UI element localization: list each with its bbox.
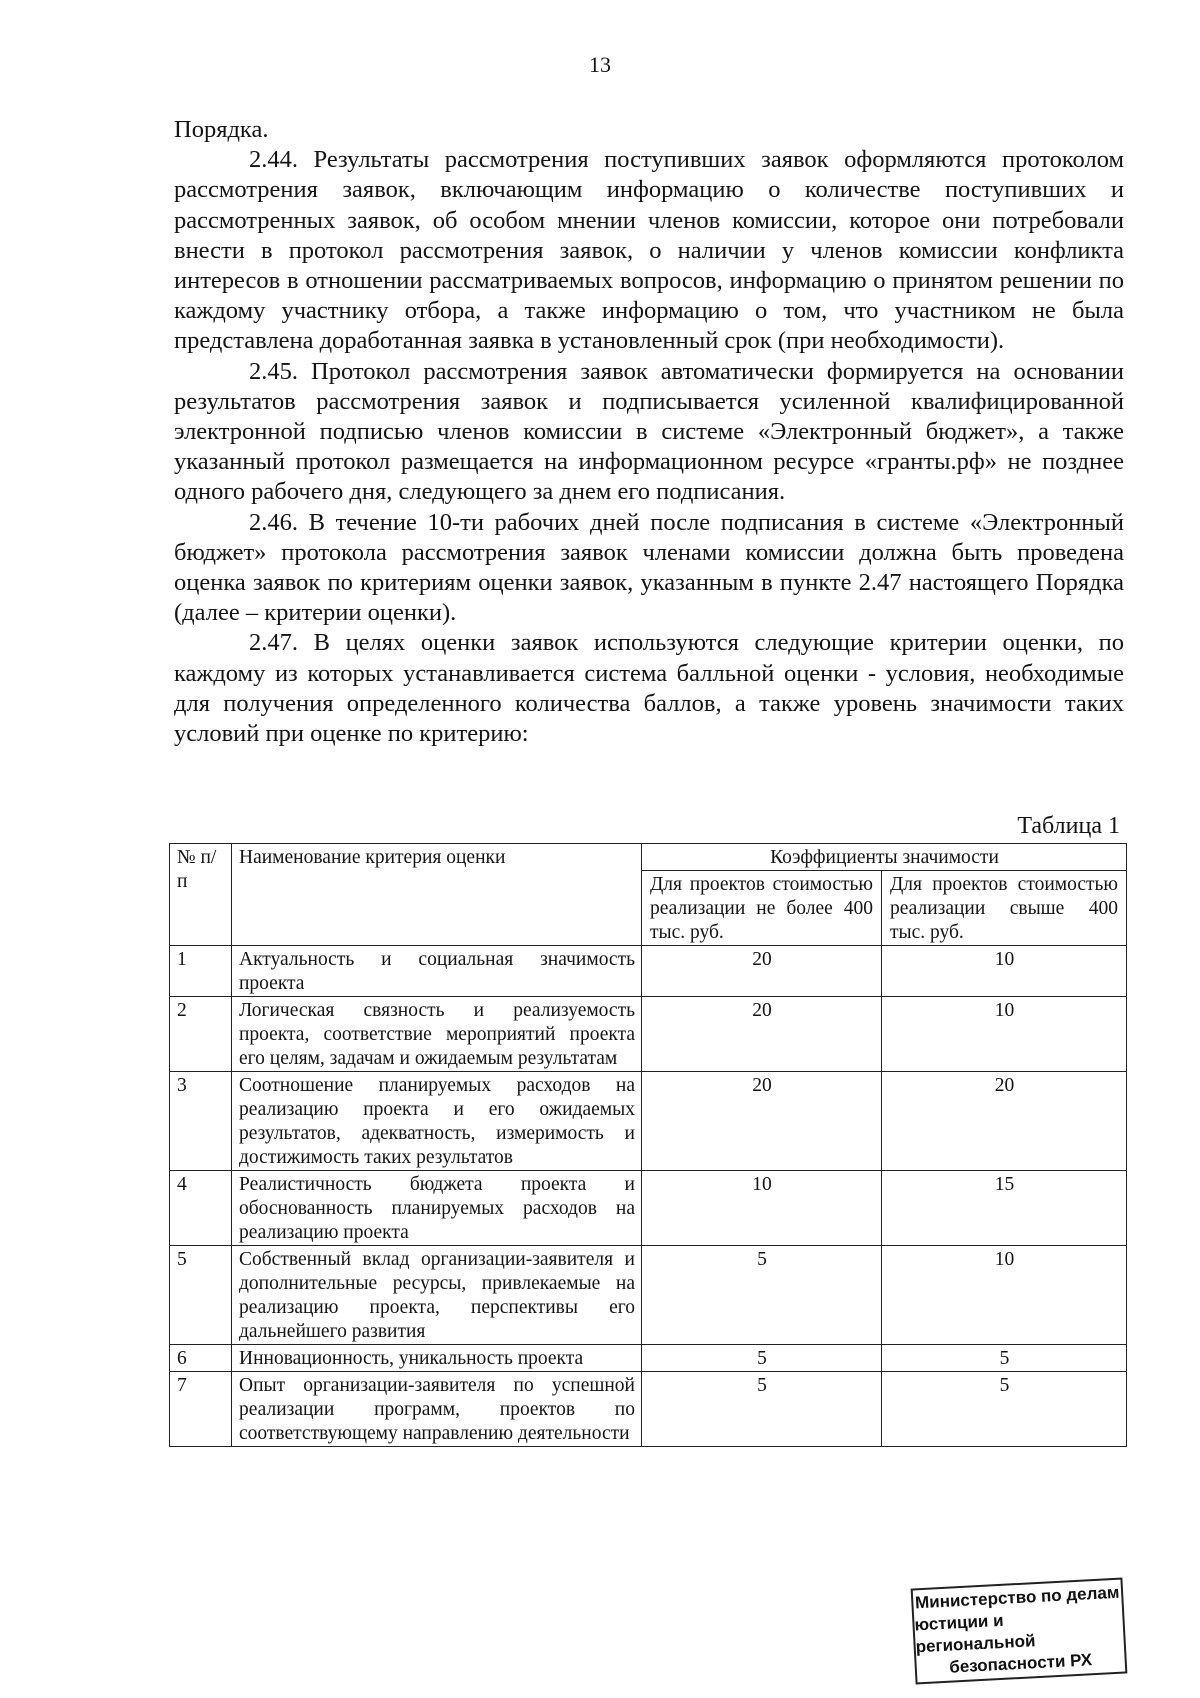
table-row (170, 1372, 1127, 1447)
coef-over-400: 10 (882, 997, 1127, 1072)
row-number: 1 (170, 946, 232, 997)
paragraph-2-46: 2.46. В течение 10-ти рабочих дней после подписания в системе «Электронный бюджет» протокола рассмотрения заявок членами комиссии должна быть проведена оценка заявок по критериям оценки заявок, указанным в пункте 2.47 настоящего Порядка (далее – критерии оценки). (174, 508, 1124, 627)
header-number: № п/п (170, 844, 232, 946)
coef-over-400: 5 (882, 1345, 1127, 1372)
coef-up-to-400: 5 (642, 1372, 882, 1447)
row-number: 7 (170, 1372, 232, 1447)
header-coefficients: Коэффициенты значимости (642, 844, 1127, 871)
header-col-up-to-400: Для проектов стоимостью реализации не более 400 тыс. руб. (642, 871, 882, 946)
coef-up-to-400: 10 (642, 1171, 882, 1246)
stamp-line-2: юстиции и региональной (914, 1610, 1036, 1657)
table-caption: Таблица 1 (1017, 813, 1120, 839)
table-row (170, 1345, 1127, 1372)
criterion-name: Собственный вклад организации-заявителя и дополнительные ресурсы, привлекаемые на реализацию проекта, перспективы его дальнейшего развития (232, 1246, 642, 1345)
row-number: 2 (170, 997, 232, 1072)
row-number: 5 (170, 1246, 232, 1345)
coef-up-to-400: 20 (642, 997, 882, 1072)
paragraph-2-47: 2.47. В целях оценки заявок используются следующие критерии оценки, по каждому из которых устанавливается система балльной оценки - условия, необходимые для получения определенного количества баллов, а также уровень значимости таких условий при оценке по критерию: (174, 629, 1124, 748)
coef-over-400: 10 (882, 946, 1127, 997)
criterion-name: Соотношение планируемых расходов на реализацию проекта и его ожидаемых результатов, адекватность, измеримость и достижимость таких результатов (232, 1072, 642, 1171)
paragraph-continuation: Порядка. (174, 116, 269, 143)
header-col-over-400: Для проектов стоимостью реализации свыше 400 тыс. руб. (882, 871, 1127, 946)
criterion-name: Реалистичность бюджета проекта и обоснованность планируемых расходов на реализацию проекта (232, 1171, 642, 1246)
coef-up-to-400: 5 (642, 1246, 882, 1345)
header-criterion: Наименование критерия оценки (232, 844, 642, 946)
paragraph-2-44: 2.44. Результаты рассмотрения поступивших заявок оформляются протоколом рассмотрения заявок, включающим информацию о количестве поступивших и рассмотренных заявок, об особом мнении членов комиссии, которое они потребовали внести в протокол рассмотрения заявок, о наличии у членов комиссии конфликта интересов в отношении рассматриваемых вопросов, информацию о принятом решении по каждому участнику отбора, а также информацию о том, что участником не была представлена доработанная заявка в установленный срок (при необходимости). (174, 146, 1124, 355)
table-row (170, 1246, 1127, 1345)
coef-over-400: 15 (882, 1171, 1127, 1246)
criteria-table (169, 843, 1127, 1447)
table-row (170, 946, 1127, 997)
ministry-stamp (911, 1578, 1128, 1685)
table-row (170, 1171, 1127, 1246)
stamp-line-3: безопасности РХ (948, 1650, 1093, 1677)
criterion-name: Опыт организации-заявителя по успешной реализации программ, проектов по соответствующему направлению деятельности (232, 1372, 642, 1447)
coef-up-to-400: 20 (642, 946, 882, 997)
coef-over-400: 10 (882, 1246, 1127, 1345)
table-row (170, 1072, 1127, 1171)
page-number: 13 (589, 52, 611, 77)
paragraph-2-45: 2.45. Протокол рассмотрения заявок автоматически формируется на основании результатов рассмотрения заявок и подписывается усиленной квалифицированной электронной подписью членов комиссии в системе «Электронный бюджет», а также указанный протокол размещается на информационном ресурсе «гранты.рф» не позднее одного рабочего дня, следующего за днем его подписания. (174, 357, 1124, 506)
row-number: 6 (170, 1345, 232, 1372)
stamp-line-1: Министерство по делам (914, 1582, 1120, 1613)
criterion-name: Инновационность, уникальность проекта (232, 1345, 642, 1372)
row-number: 4 (170, 1171, 232, 1246)
table-row (170, 997, 1127, 1072)
row-number: 3 (170, 1072, 232, 1171)
coef-up-to-400: 5 (642, 1345, 882, 1372)
table-header-row (170, 844, 1127, 871)
criterion-name: Логическая связность и реализуемость проекта, соответствие мероприятий проекта его целям, задачам и ожидаемым результатам (232, 997, 642, 1072)
coef-over-400: 20 (882, 1072, 1127, 1171)
criterion-name: Актуальность и социальная значимость проекта (232, 946, 642, 997)
coef-over-400: 5 (882, 1372, 1127, 1447)
body-text (174, 115, 1124, 749)
coef-up-to-400: 20 (642, 1072, 882, 1171)
